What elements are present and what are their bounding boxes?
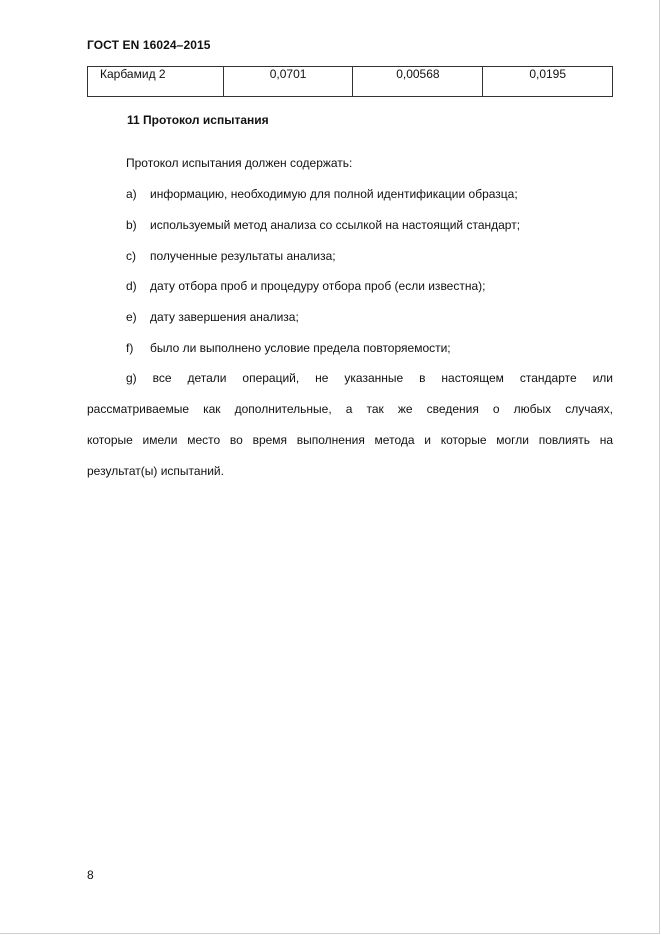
table-cell-value-2: 0,00568 <box>353 67 483 97</box>
list-item-g-line-1: g) все детали операций, не указанные в настоящем стандарте или <box>126 371 613 385</box>
list-item-letter: b) <box>126 218 137 232</box>
list-item-letter: e) <box>126 310 137 324</box>
list-item <box>126 249 336 263</box>
section-heading: 11 Протокол испытания <box>127 113 269 127</box>
list-item-letter: d) <box>126 279 137 293</box>
list-item-letter: f) <box>126 341 134 355</box>
table-cell-value-3: 0,0195 <box>483 67 613 97</box>
list-item-text: полученные результаты анализа; <box>150 249 336 263</box>
list-item <box>126 341 451 355</box>
document-header-standard: ГОСТ EN 16024–2015 <box>87 38 211 52</box>
list-item-g-line-2: рассматриваемые как дополнительные, а так же сведения о любых случаях, <box>87 402 613 416</box>
list-item <box>126 218 520 232</box>
list-item <box>126 187 518 201</box>
list-item-g-line-3: которые имели место во время выполнения метода и которые могли повлиять на <box>87 433 613 447</box>
list-item-letter: c) <box>126 249 136 263</box>
list-item-text: используемый метод анализа со ссылкой на настоящий стандарт; <box>150 218 521 232</box>
list-item-text: информацию, необходимую для полной идентификации образца; <box>150 187 518 201</box>
list-item-text: дату завершения анализа; <box>150 310 299 324</box>
list-item-g-line-4: результат(ы) испытаний. <box>87 464 224 478</box>
page-number: 8 <box>87 868 94 882</box>
list-item <box>126 279 485 293</box>
table-row <box>88 67 613 97</box>
list-item-letter: a) <box>126 187 137 201</box>
section-intro: Протокол испытания должен содержать: <box>126 156 353 170</box>
results-table <box>87 66 613 97</box>
table-cell-name: Карбамид 2 <box>88 67 224 97</box>
list-item-text: было ли выполнено условие предела повторяемости; <box>150 341 451 355</box>
list-item-text: дату отбора проб и процедуру отбора проб (если известна); <box>150 279 486 293</box>
table-cell-value-1: 0,0701 <box>223 67 353 97</box>
list-item <box>126 310 299 324</box>
